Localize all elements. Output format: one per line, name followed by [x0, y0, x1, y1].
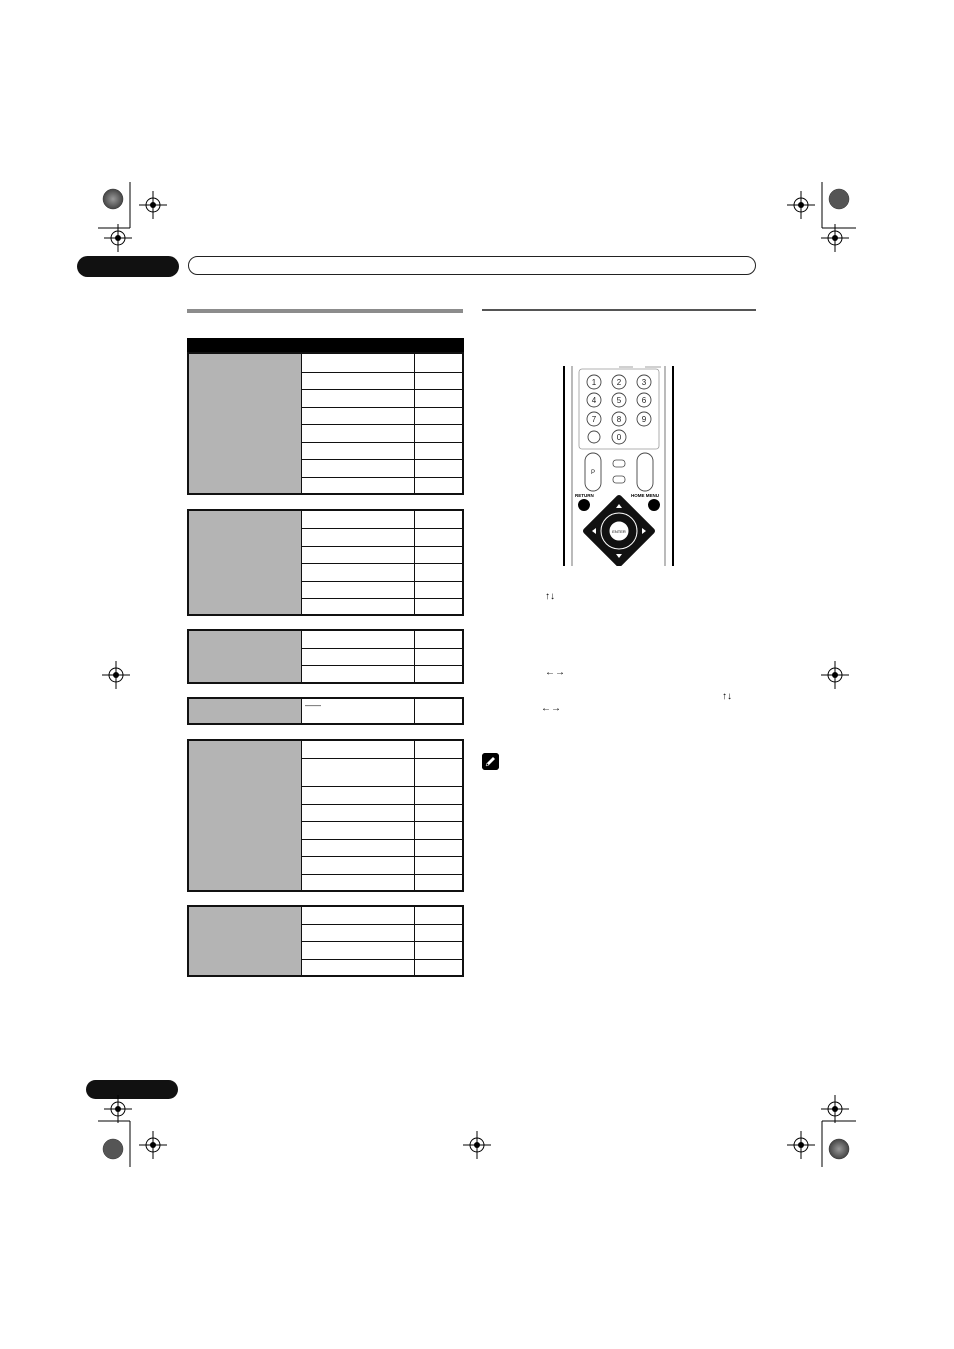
settings-group-5 — [187, 739, 464, 892]
table-row — [302, 443, 462, 460]
remote-key-6: 6 — [641, 396, 647, 405]
table-row — [302, 840, 462, 857]
registration-mark-icon — [139, 191, 167, 219]
remote-key-9: 9 — [641, 415, 647, 424]
chapter-title-bar — [188, 256, 756, 275]
table-row — [302, 787, 462, 805]
settings-group-4 — [187, 697, 464, 725]
registration-mark-icon — [104, 1095, 132, 1123]
table-row — [302, 373, 462, 390]
remote-p-label: P — [590, 470, 596, 476]
note-pencil-icon — [482, 753, 499, 770]
color-wheel-icon — [829, 189, 849, 209]
table-row — [302, 631, 462, 649]
table-row — [302, 666, 462, 682]
table-row — [302, 875, 462, 890]
table-row — [302, 529, 462, 547]
remote-enter-label: ENTER — [612, 529, 626, 534]
table-row — [302, 759, 462, 787]
registration-mark-icon — [821, 661, 849, 689]
table-row — [302, 460, 462, 478]
up-down-arrow-icon: ↑↓ — [545, 591, 555, 602]
left-right-arrow-icon: ←→ — [541, 703, 561, 714]
table-row — [302, 599, 462, 614]
table-row — [302, 564, 462, 582]
chapter-tab — [77, 256, 179, 277]
registration-mark-icon — [139, 1131, 167, 1159]
group-label — [189, 741, 302, 890]
remote-key-0: 0 — [616, 433, 622, 442]
table-row — [302, 699, 462, 723]
registration-mark-icon — [463, 1131, 491, 1159]
settings-group-1 — [187, 352, 464, 495]
table-row — [302, 822, 462, 840]
table-cell-text: —— — [305, 701, 321, 710]
table-row — [302, 925, 462, 942]
group-label — [189, 907, 302, 975]
remote-home-menu-label: HOME MENU — [631, 493, 659, 498]
registration-mark-icon — [787, 191, 815, 219]
up-down-arrow-icon: ↑↓ — [722, 691, 732, 702]
remote-key-2: 2 — [616, 378, 622, 387]
registration-mark-icon — [821, 1095, 849, 1123]
table-row — [302, 942, 462, 960]
table-row — [302, 805, 462, 822]
table-row — [302, 960, 462, 975]
color-wheel-icon — [103, 189, 123, 209]
color-wheel-icon — [829, 1139, 849, 1159]
table-row — [302, 354, 462, 373]
remote-key-8: 8 — [616, 415, 622, 424]
section-rule-right — [482, 309, 756, 311]
table-row — [302, 425, 462, 443]
remote-key-4: 4 — [591, 396, 597, 405]
table-row — [302, 741, 462, 759]
remote-return-label: RETURN — [575, 493, 594, 498]
table-row — [302, 408, 462, 425]
section-rule-left — [187, 309, 463, 313]
color-wheel-icon — [103, 1139, 123, 1159]
remote-key-5: 5 — [616, 396, 622, 405]
settings-group-2 — [187, 509, 464, 616]
table-row — [302, 857, 462, 875]
remote-key-7: 7 — [591, 415, 597, 424]
group-label — [189, 511, 302, 614]
group-label — [189, 354, 302, 493]
table-row — [302, 582, 462, 599]
settings-group-3 — [187, 629, 464, 684]
table-row — [302, 649, 462, 666]
table-row — [302, 390, 462, 408]
remote-control-illustration — [563, 366, 675, 566]
remote-key-3: 3 — [641, 378, 647, 387]
registration-mark-icon — [102, 661, 130, 689]
group-label — [189, 631, 302, 682]
group-label — [189, 699, 302, 723]
settings-table-header — [187, 338, 464, 353]
registration-mark-icon — [787, 1131, 815, 1159]
registration-mark-icon — [821, 224, 849, 252]
page-number-tab — [86, 1080, 178, 1099]
table-row — [302, 511, 462, 529]
table-row — [302, 547, 462, 564]
registration-mark-icon — [104, 224, 132, 252]
table-row — [302, 478, 462, 493]
settings-group-6 — [187, 905, 464, 977]
left-right-arrow-icon: ←→ — [545, 667, 565, 678]
table-row — [302, 907, 462, 925]
remote-key-1: 1 — [591, 378, 597, 387]
